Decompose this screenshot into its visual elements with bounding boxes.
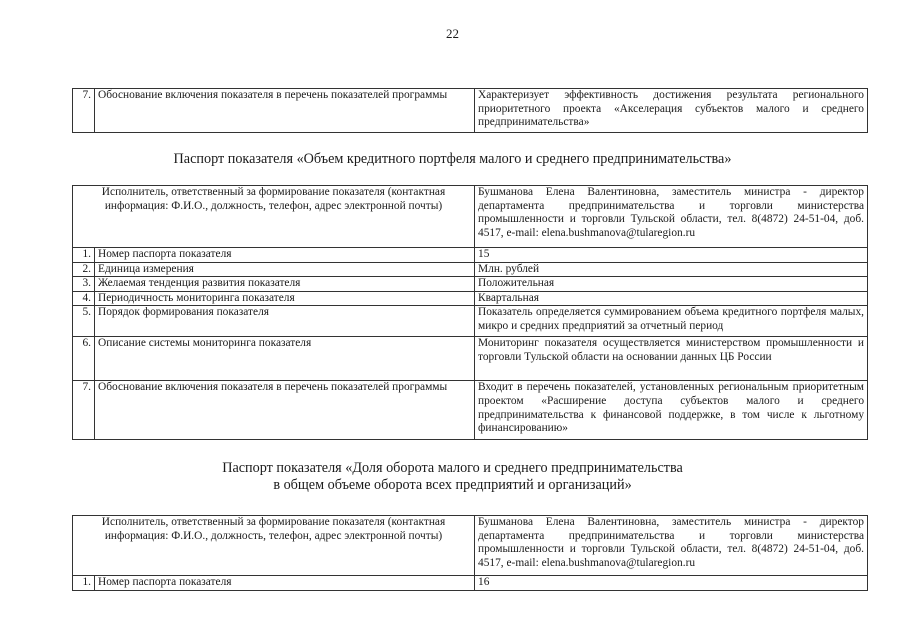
row-number: 6. [73, 337, 95, 381]
table-row [73, 89, 868, 133]
row-value: Мониторинг показателя осуществляется министерством промышленности и торговли Тульской области на основании данных ЦБ России [475, 337, 868, 381]
row-number: 1. [73, 576, 95, 591]
table-row [73, 381, 868, 440]
row-number: 4. [73, 291, 95, 306]
executor-row [73, 516, 868, 576]
table-row [73, 277, 868, 292]
executor-label: Исполнитель, ответственный за формирование показателя (контактная информация: Ф.И.О., должность, телефон, адрес электронной почты) [73, 516, 475, 576]
row-label: Желаемая тенденция развития показателя [95, 277, 475, 292]
executor-value: Бушманова Елена Валентиновна, заместитель министра - директор департамента предпринимательства и торговли министерства промышленности и торговли Тульской области, тел. 8(4872) 24-51-04, доб. 4517, e-mail: elena.bushmanova@tularegion.ru [475, 516, 868, 576]
row-label: Обоснование включения показателя в перечень показателей программы [95, 89, 475, 133]
row-number: 5. [73, 306, 95, 337]
row-value: Млн. рублей [475, 262, 868, 277]
row-label: Описание системы мониторинга показателя [95, 337, 475, 381]
row-number: 2. [73, 262, 95, 277]
row-value: Квартальная [475, 291, 868, 306]
row-label: Единица измерения [95, 262, 475, 277]
page-number: 22 [446, 26, 459, 41]
table-row [73, 337, 868, 381]
row-value: Входит в перечень показателей, установленных региональным приоритетным проектом «Расширение доступа субъектов малого и среднего предпринимательства к финансовой поддержке, в том числе к льготному финансированию» [475, 381, 868, 440]
continued-passport-table [72, 88, 868, 133]
table-row [73, 291, 868, 306]
row-label: Порядок формирования показателя [95, 306, 475, 337]
table-row [73, 306, 868, 337]
row-number: 7. [73, 381, 95, 440]
row-value: Показатель определяется суммированием объема кредитного портфеля малых, микро и средних предприятий за отчетный период [475, 306, 868, 337]
executor-value: Бушманова Елена Валентиновна, заместитель министра - директор департамента предпринимательства и торговли министерства промышленности и торговли Тульской области, тел. 8(4872) 24-51-04, доб. 4517, e-mail: elena.bushmanova@tularegion.ru [475, 186, 868, 248]
row-number: 7. [73, 89, 95, 133]
row-value: Характеризует эффективность достижения результата регионального приоритетного проекта «Акселерация субъектов малого и среднего предпринимательства» [475, 89, 868, 133]
row-value: 15 [475, 248, 868, 263]
row-value: 16 [475, 576, 868, 591]
passport-16-title-line2: в общем объеме оборота всех предприятий и организаций» [273, 477, 632, 493]
executor-row [73, 186, 868, 248]
passport-16-title-line1: Паспорт показателя «Доля оборота малого и среднего предпринимательства [222, 460, 683, 476]
row-number: 3. [73, 277, 95, 292]
row-label: Номер паспорта показателя [95, 248, 475, 263]
passport-15-title: Паспорт показателя «Объем кредитного портфеля малого и среднего предпринимательства» [173, 151, 732, 167]
executor-label: Исполнитель, ответственный за формирование показателя (контактная информация: Ф.И.О., должность, телефон, адрес электронной почты) [73, 186, 475, 248]
passport-16-table [72, 515, 868, 591]
row-number: 1. [73, 248, 95, 263]
passport-16-title [0, 460, 905, 494]
row-value: Положительная [475, 277, 868, 292]
row-label: Периодичность мониторинга показателя [95, 291, 475, 306]
passport-15-table [72, 185, 868, 440]
row-label: Обоснование включения показателя в перечень показателей программы [95, 381, 475, 440]
table-row [73, 262, 868, 277]
row-label: Номер паспорта показателя [95, 576, 475, 591]
table-row [73, 248, 868, 263]
table-row [73, 576, 868, 591]
